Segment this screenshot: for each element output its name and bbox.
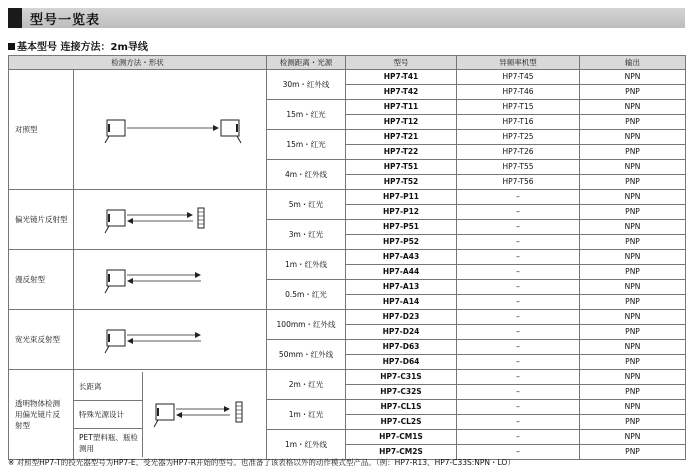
distance-cell: 3m・红光 — [267, 220, 346, 250]
distance-cell: 15m・红光 — [267, 130, 346, 160]
col-model: 型号 — [346, 56, 457, 70]
group-label — [9, 370, 74, 460]
subtype-special-light — [74, 401, 143, 429]
transparent-subgroup-cell — [74, 370, 267, 460]
table-row — [9, 310, 686, 325]
alt-cell: HP7-T56 — [457, 175, 580, 190]
model-cell: HP7-A13 — [346, 280, 457, 295]
section-title-bar — [8, 8, 685, 28]
output-cell: NPN — [580, 130, 686, 145]
output-cell: PNP — [580, 265, 686, 280]
model-cell: HP7-T11 — [346, 100, 457, 115]
model-cell: HP7-P12 — [346, 205, 457, 220]
model-cell: HP7-T51 — [346, 160, 457, 175]
alt-cell: – — [457, 205, 580, 220]
distance-cell: 50mm・红外线 — [267, 340, 346, 370]
output-cell: NPN — [580, 250, 686, 265]
model-cell: HP7-A43 — [346, 250, 457, 265]
alt-cell: HP7-T15 — [457, 100, 580, 115]
model-cell: HP7-CL1S — [346, 400, 457, 415]
model-cell: HP7-D24 — [346, 325, 457, 340]
group-label-text: 透明物体检测用偏光镜片反射型 — [15, 399, 60, 430]
group-label: 宽光束反射型 — [9, 310, 74, 370]
wide-beam-diagram — [74, 310, 267, 370]
alt-cell: – — [457, 280, 580, 295]
col-method: 检测方法・形状 — [9, 56, 267, 70]
distance-cell: 1m・红外线 — [267, 430, 346, 460]
output-cell: NPN — [580, 340, 686, 355]
alt-cell: – — [457, 250, 580, 265]
transparent-reflective-diagram — [152, 392, 262, 432]
output-cell: PNP — [580, 145, 686, 160]
output-cell: NPN — [580, 310, 686, 325]
output-cell: NPN — [580, 190, 686, 205]
distance-cell: 4m・红外线 — [267, 160, 346, 190]
distance-cell: 15m・红光 — [267, 100, 346, 130]
distance-cell: 100mm・红外线 — [267, 310, 346, 340]
alt-cell: – — [457, 445, 580, 460]
distance-cell: 30m・红外线 — [267, 70, 346, 100]
subtype-label: PET塑料瓶、瓶检测用 — [79, 433, 138, 453]
distance-cell: 5m・红光 — [267, 190, 346, 220]
output-cell: PNP — [580, 415, 686, 430]
model-cell: HP7-T12 — [346, 115, 457, 130]
alt-cell: – — [457, 235, 580, 250]
model-cell: HP7-P11 — [346, 190, 457, 205]
alt-cell: HP7-T25 — [457, 130, 580, 145]
alt-cell: – — [457, 220, 580, 235]
retro-reflective-diagram — [74, 190, 267, 250]
alt-cell: HP7-T46 — [457, 85, 580, 100]
alt-cell: – — [457, 295, 580, 310]
model-cell: HP7-C31S — [346, 370, 457, 385]
subheading-text: 基本型号 连接方法：2m导线 — [17, 42, 148, 53]
group-label: 偏光镜片反射型 — [9, 190, 74, 250]
model-cell: HP7-T21 — [346, 130, 457, 145]
table-row — [9, 190, 686, 205]
through-beam-diagram — [74, 70, 267, 190]
output-cell: PNP — [580, 325, 686, 340]
table-row — [9, 70, 686, 85]
table-row — [9, 250, 686, 265]
footnote: ※ 对照型HP7-T的投光器型号为HP7-E、受光器为HP7-R开始的型号。也准备了该表格以外的动作模式型产品。（例：HP7-R13、HP7-C33S:NPN・LO） — [8, 458, 515, 467]
subtype-long-range — [74, 372, 143, 401]
table-row — [9, 370, 686, 385]
output-cell: NPN — [580, 400, 686, 415]
output-cell: PNP — [580, 205, 686, 220]
output-cell: PNP — [580, 175, 686, 190]
model-cell: HP7-P51 — [346, 220, 457, 235]
alt-cell: – — [457, 310, 580, 325]
alt-cell: HP7-T45 — [457, 70, 580, 85]
alt-cell: – — [457, 325, 580, 340]
output-cell: PNP — [580, 385, 686, 400]
output-cell: PNP — [580, 445, 686, 460]
square-bullet-icon — [8, 43, 15, 50]
col-distance: 检测距离・光源 — [267, 56, 346, 70]
model-cell: HP7-CM2S — [346, 445, 457, 460]
distance-cell: 2m・红光 — [267, 370, 346, 400]
output-cell: NPN — [580, 220, 686, 235]
model-cell: HP7-A14 — [346, 295, 457, 310]
alt-cell: – — [457, 430, 580, 445]
model-cell: HP7-CM1S — [346, 430, 457, 445]
col-alt-freq: 异频率机型 — [457, 56, 580, 70]
output-cell: PNP — [580, 85, 686, 100]
alt-cell: – — [457, 190, 580, 205]
alt-cell: HP7-T55 — [457, 160, 580, 175]
alt-cell: HP7-T16 — [457, 115, 580, 130]
output-cell: NPN — [580, 370, 686, 385]
output-cell: NPN — [580, 430, 686, 445]
alt-cell: HP7-T26 — [457, 145, 580, 160]
alt-cell: – — [457, 415, 580, 430]
page-title: 型号一览表 — [30, 13, 101, 28]
alt-cell: – — [457, 385, 580, 400]
model-cell: HP7-A44 — [346, 265, 457, 280]
model-cell: HP7-C32S — [346, 385, 457, 400]
alt-cell: – — [457, 355, 580, 370]
subheading — [8, 38, 148, 53]
model-cell: HP7-T41 — [346, 70, 457, 85]
title-marker — [8, 8, 22, 28]
model-cell: HP7-P52 — [346, 235, 457, 250]
group-label: 漫反射型 — [9, 250, 74, 310]
output-cell: NPN — [580, 70, 686, 85]
distance-cell: 1m・红外线 — [267, 250, 346, 280]
output-cell: NPN — [580, 280, 686, 295]
distance-cell: 0.5m・红光 — [267, 280, 346, 310]
model-cell: HP7-T52 — [346, 175, 457, 190]
model-cell: HP7-T22 — [346, 145, 457, 160]
subtype-label: 特殊光源设计 — [79, 410, 124, 419]
model-cell: HP7-CL2S — [346, 415, 457, 430]
model-cell: HP7-D64 — [346, 355, 457, 370]
model-list-table — [8, 55, 686, 460]
model-cell: HP7-T42 — [346, 85, 457, 100]
col-output: 输出 — [580, 56, 686, 70]
subtype-label: 长距离 — [79, 381, 102, 391]
subtype-pet-bottle — [74, 429, 143, 457]
output-cell: PNP — [580, 115, 686, 130]
output-cell: PNP — [580, 295, 686, 310]
table-header-row — [9, 56, 686, 70]
output-cell: PNP — [580, 235, 686, 250]
alt-cell: – — [457, 400, 580, 415]
output-cell: NPN — [580, 100, 686, 115]
output-cell: NPN — [580, 160, 686, 175]
model-cell: HP7-D63 — [346, 340, 457, 355]
model-cell: HP7-D23 — [346, 310, 457, 325]
group-label: 对照型 — [9, 70, 74, 190]
alt-cell: – — [457, 265, 580, 280]
alt-cell: – — [457, 370, 580, 385]
output-cell: PNP — [580, 355, 686, 370]
alt-cell: – — [457, 340, 580, 355]
diffuse-diagram — [74, 250, 267, 310]
distance-cell: 1m・红光 — [267, 400, 346, 430]
